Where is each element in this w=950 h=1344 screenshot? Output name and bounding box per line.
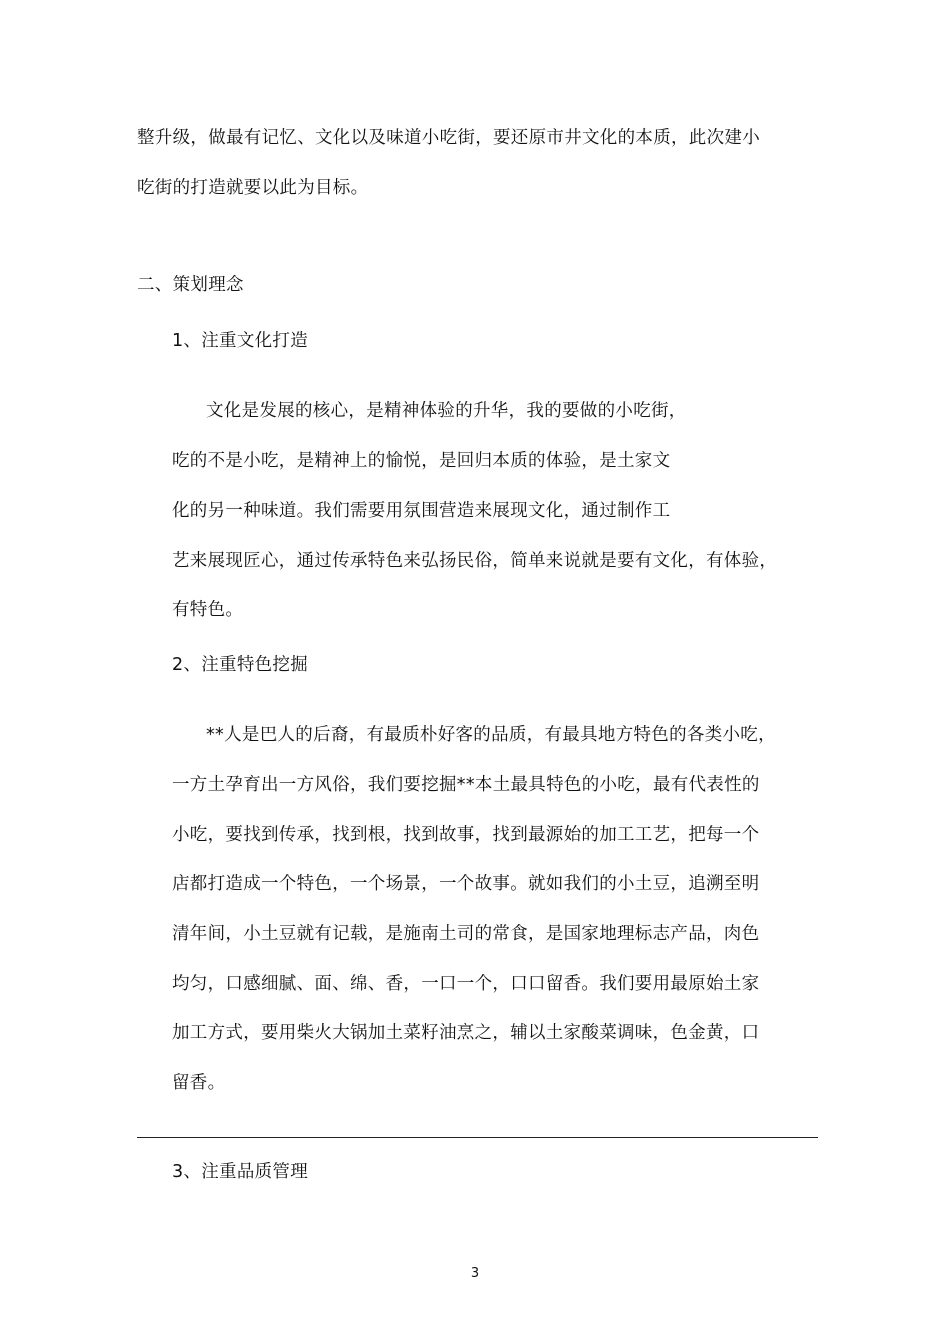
horizontal-divider <box>137 1137 818 1138</box>
item1-line: 化的另一种味道。我们需要用氛围营造来展现文化，通过制作工 <box>172 501 671 521</box>
item2-line: **人是巴人的后裔，有最质朴好客的品质，有最具地方特色的各类小吃， <box>206 725 776 745</box>
item1-title: 1、注重文化打造 <box>172 331 309 351</box>
item2-line: 清年间，小土豆就有记载，是施南土司的常食，是国家地理标志产品，肉色 <box>172 924 760 944</box>
section-heading: 二、策划理念 <box>137 275 244 295</box>
item2-line: 加工方式，要用柴火大锅加土菜籽油烹之，辅以土家酸菜调味，色金黄，口 <box>172 1023 760 1043</box>
item2-line: 留香。 <box>172 1073 226 1093</box>
item1-line: 艺来展现匠心，通过传承特色来弘扬民俗，简单来说就是要有文化，有体验， <box>172 551 778 571</box>
item2-line: 均匀，口感细腻、面、绵、香，一口一个，口口留香。我们要用最原始土家 <box>172 974 760 994</box>
item1-line: 有特色。 <box>172 600 244 620</box>
item1-line: 吃的不是小吃，是精神上的愉悦，是回归本质的体验，是土家文 <box>172 451 671 471</box>
item2-line: 店都打造成一个特色，一个场景，一个故事。就如我们的小土豆，追溯至明 <box>172 874 760 894</box>
page-number: 3 <box>470 1266 480 1281</box>
intro-line: 吃街的打造就要以此为目标。 <box>137 178 369 198</box>
intro-line: 整升级，做最有记忆、文化以及味道小吃街，要还原市井文化的本质，此次建小 <box>137 128 760 148</box>
item1-line: 文化是发展的核心，是精神体验的升华，我的要做的小吃街， <box>206 401 687 421</box>
item2-line: 小吃，要找到传承，找到根，找到故事，找到最源始的加工工艺，把每一个 <box>172 825 760 845</box>
item3-title: 3、注重品质管理 <box>172 1162 309 1182</box>
item2-line: 一方土孕育出一方风俗，我们要挖掘**本土最具特色的小吃，最有代表性的 <box>172 775 760 795</box>
item2-title: 2、注重特色挖掘 <box>172 655 309 675</box>
